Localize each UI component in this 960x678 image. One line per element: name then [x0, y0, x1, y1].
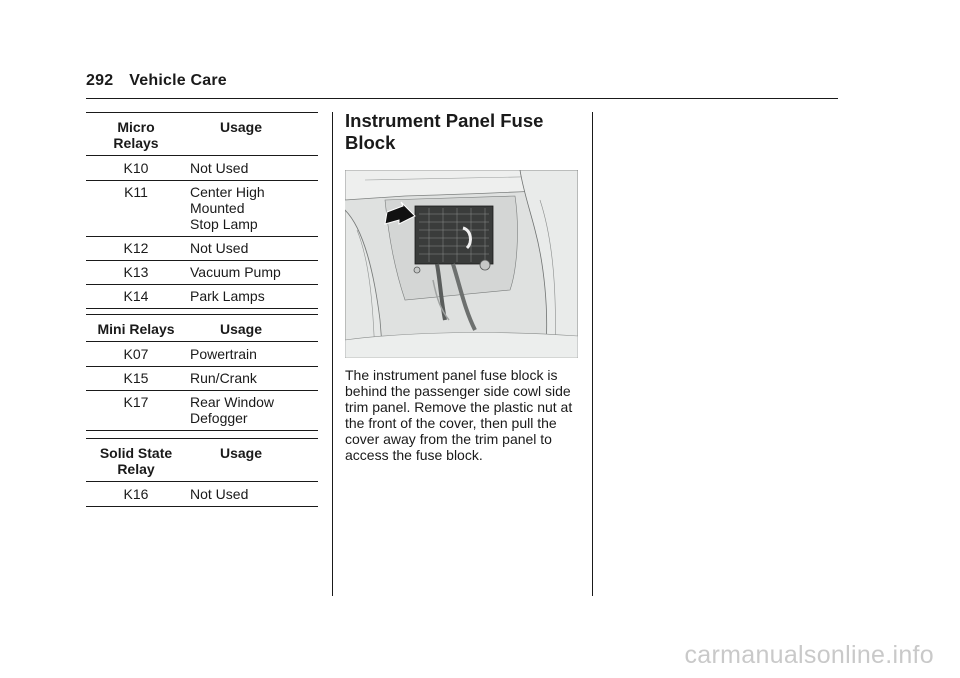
- relay-usage: Not Used: [186, 156, 318, 181]
- solid-state-relay-table: [86, 438, 318, 507]
- column-divider: [592, 112, 593, 596]
- relay-id: K12: [86, 237, 186, 261]
- header-rule: [86, 98, 838, 99]
- relay-id: K10: [86, 156, 186, 181]
- section-title: Instrument Panel Fuse Block: [345, 110, 544, 153]
- column-header: Solid State Relay: [86, 439, 186, 482]
- column-header: Usage: [186, 439, 318, 482]
- table-row: [86, 156, 318, 181]
- relay-usage: Not Used: [186, 237, 318, 261]
- relay-id: K17: [86, 391, 186, 431]
- relay-id: K15: [86, 367, 186, 391]
- table-row: [86, 261, 318, 285]
- relay-id: K07: [86, 342, 186, 367]
- fuse-block-location-illustration: [345, 170, 578, 358]
- relay-usage: Not Used: [186, 482, 318, 507]
- table-row: [86, 181, 318, 237]
- relay-id: K13: [86, 261, 186, 285]
- dashboard-illustration: [345, 170, 578, 358]
- relay-usage: Run/Crank: [186, 367, 318, 391]
- relay-usage: Center High Mounted Stop Lamp: [186, 181, 318, 237]
- table-row: [86, 285, 318, 309]
- page-header: [86, 72, 227, 90]
- table-row: [86, 391, 318, 431]
- table-row: [86, 482, 318, 507]
- page-number: 292: [86, 72, 114, 89]
- column-header: Micro Relays: [86, 113, 186, 156]
- table-row: [86, 342, 318, 367]
- relay-id: K16: [86, 482, 186, 507]
- watermark: carmanualsonline.info: [684, 641, 934, 669]
- column-header: Usage: [186, 315, 318, 342]
- relay-id: K14: [86, 285, 186, 309]
- micro-relays-table: [86, 112, 318, 309]
- section-name: Vehicle Care: [129, 72, 227, 89]
- table-row: [86, 237, 318, 261]
- relay-usage: Vacuum Pump: [186, 261, 318, 285]
- mini-relays-table: [86, 314, 318, 431]
- relay-usage: Park Lamps: [186, 285, 318, 309]
- relay-usage: Powertrain: [186, 342, 318, 367]
- column-header: Mini Relays: [86, 315, 186, 342]
- column-header: Usage: [186, 113, 318, 156]
- relay-id: K11: [86, 181, 186, 237]
- relay-usage: Rear Window Defogger: [186, 391, 318, 431]
- column-divider: [332, 112, 333, 596]
- body-paragraph: The instrument panel fuse block is behind the passenger side cowl side trim panel. Remove the plastic nut at the front of the cover, then pull the cover away from the trim panel to access the fuse block.: [345, 367, 573, 463]
- table-row: [86, 367, 318, 391]
